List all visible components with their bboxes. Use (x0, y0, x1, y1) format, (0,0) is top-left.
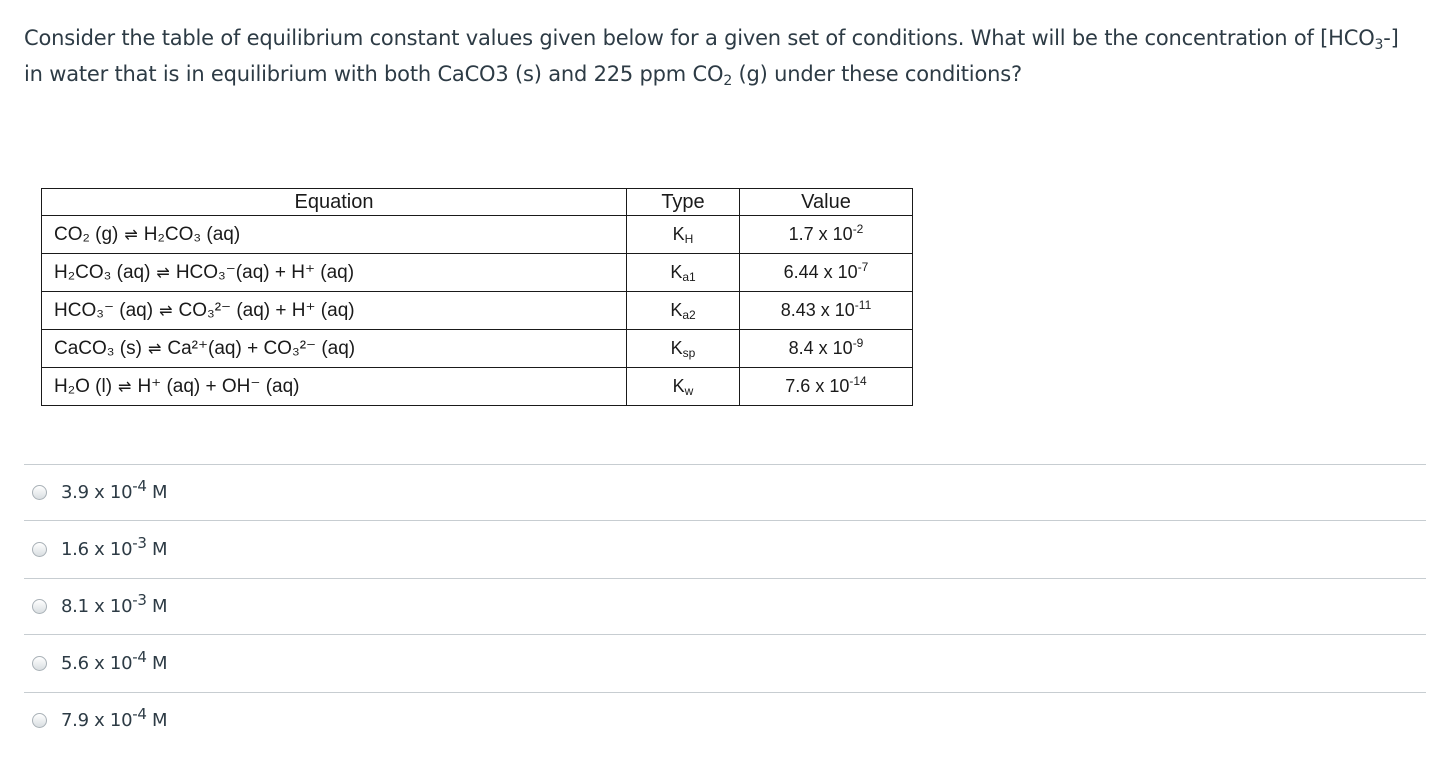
question-text (24, 20, 1424, 92)
equilibrium-arrow-icon: ⇌ (118, 379, 132, 396)
answer-exponent: -4 (132, 705, 147, 723)
equilibrium-arrow-icon: ⇌ (124, 226, 138, 244)
table-row (42, 254, 913, 292)
equation-reactant: CO₂ (g) (54, 223, 119, 245)
value-mantissa: 7.6 x 10 (785, 376, 850, 396)
type-cell (627, 216, 740, 254)
answer-unit: M (146, 653, 168, 674)
value-mantissa: 1.7 x 10 (788, 224, 853, 244)
value-exponent: -14 (849, 374, 867, 388)
table-row (42, 292, 913, 330)
type-subscript: H (684, 232, 694, 246)
equation-cell (42, 368, 627, 406)
equation-product: HCO₃⁻(aq) + H⁺ (aq) (175, 262, 355, 283)
type-subscript: sp (682, 346, 696, 360)
table-header-row (42, 189, 913, 216)
type-cell (627, 292, 740, 330)
answer-option-3[interactable] (24, 578, 1426, 634)
type-symbol: K (670, 262, 683, 282)
question-line-1 (24, 20, 1424, 56)
radio-button-icon[interactable] (32, 542, 47, 557)
answer-label[interactable] (61, 477, 168, 503)
answer-option-2[interactable] (24, 520, 1426, 578)
equation-product: H⁺ (aq) + OH⁻ (aq) (137, 376, 300, 397)
type-symbol: K (672, 224, 685, 244)
equation-product: Ca²⁺(aq) + CO₃²⁻ (aq) (167, 338, 356, 359)
answer-choices (24, 464, 1426, 748)
value-cell (740, 330, 913, 368)
table-row (42, 330, 913, 368)
answer-unit: M (146, 596, 168, 617)
header-type: Type (627, 189, 740, 216)
equation-cell (42, 254, 627, 292)
question-line-1-end: -] (1383, 26, 1399, 50)
radio-button-icon[interactable] (32, 656, 47, 671)
type-symbol: K (670, 300, 683, 320)
answer-base: 3.9 x 10 (61, 482, 133, 503)
question-line-2 (24, 56, 1424, 92)
answer-exponent: -4 (132, 648, 147, 666)
radio-button-icon[interactable] (32, 599, 47, 614)
value-mantissa: 8.4 x 10 (788, 338, 853, 358)
equation-reactant: H₂CO₃ (aq) (54, 262, 151, 283)
value-exponent: -11 (854, 298, 872, 312)
equilibrium-table (41, 188, 913, 406)
header-value: Value (740, 189, 913, 216)
type-symbol: K (670, 338, 683, 358)
answer-base: 7.9 x 10 (61, 710, 133, 731)
equation-cell (42, 216, 627, 254)
header-equation: Equation (42, 189, 627, 216)
answer-unit: M (146, 710, 168, 731)
answer-unit: M (146, 482, 168, 503)
answer-label[interactable] (61, 648, 168, 674)
question-line-2-text: in water that is in equilibrium with both CaCO3 (s) and 225 ppm CO (24, 62, 724, 86)
type-subscript: a2 (682, 308, 696, 322)
value-mantissa: 6.44 x 10 (783, 262, 858, 282)
answer-option-4[interactable] (24, 634, 1426, 692)
question-line-1-text: Consider the table of equilibrium constant values given below for a given set of conditions. What will be the concentration of [HCO (24, 26, 1375, 50)
equilibrium-arrow-icon: ⇌ (159, 303, 173, 320)
answer-exponent: -3 (132, 591, 147, 609)
value-cell (740, 216, 913, 254)
table-row (42, 216, 913, 254)
answer-option-5[interactable] (24, 692, 1426, 748)
answer-unit: M (146, 539, 168, 560)
answer-base: 5.6 x 10 (61, 653, 133, 674)
value-exponent: -7 (857, 260, 869, 274)
question-line-2-end: (g) under these conditions? (732, 62, 1022, 86)
answer-base: 1.6 x 10 (61, 539, 133, 560)
answer-exponent: -4 (132, 477, 147, 495)
equation-cell (42, 292, 627, 330)
equation-reactant: H₂O (l) (54, 376, 113, 397)
radio-button-icon[interactable] (32, 713, 47, 728)
answer-base: 8.1 x 10 (61, 596, 133, 617)
equation-reactant: CaCO₃ (s) (54, 338, 142, 359)
type-cell (627, 330, 740, 368)
value-exponent: -2 (852, 222, 864, 236)
type-symbol: K (672, 376, 685, 396)
equation-reactant: HCO₃⁻ (aq) (54, 300, 154, 321)
answer-exponent: -3 (132, 534, 147, 552)
answer-label[interactable] (61, 534, 168, 560)
value-mantissa: 8.43 x 10 (780, 300, 855, 320)
equilibrium-arrow-icon: ⇌ (156, 265, 170, 282)
value-cell (740, 254, 913, 292)
equation-cell (42, 330, 627, 368)
type-cell (627, 368, 740, 406)
table-row (42, 368, 913, 406)
value-cell (740, 292, 913, 330)
value-exponent: -9 (852, 336, 864, 350)
type-cell (627, 254, 740, 292)
question-line-1-subscript: 3 (1374, 37, 1384, 53)
answer-label[interactable] (61, 591, 168, 617)
radio-button-icon[interactable] (32, 485, 47, 500)
equation-product: CO₃²⁻ (aq) + H⁺ (aq) (178, 300, 355, 321)
answer-label[interactable] (61, 705, 168, 731)
equation-product: H₂CO₃ (aq) (143, 223, 241, 245)
value-cell (740, 368, 913, 406)
answer-option-1[interactable] (24, 464, 1426, 520)
type-subscript: a1 (682, 270, 696, 284)
equilibrium-arrow-icon: ⇌ (147, 341, 162, 358)
type-subscript: w (684, 384, 694, 398)
question-line-2-subscript: 2 (723, 73, 733, 89)
